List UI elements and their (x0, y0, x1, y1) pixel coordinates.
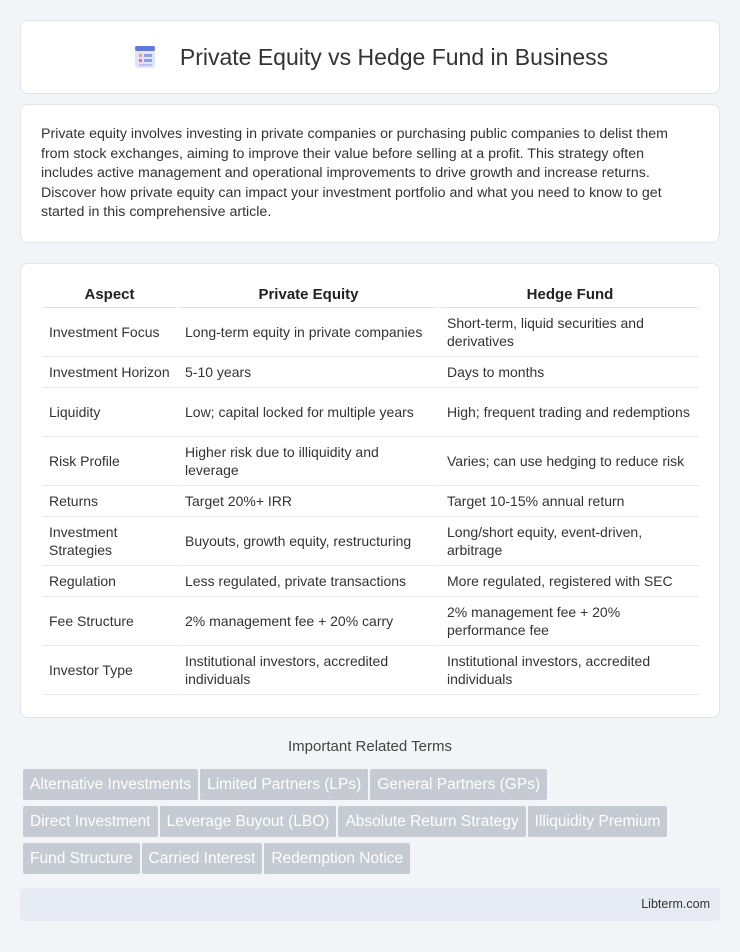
intro-card (20, 104, 720, 243)
cell-aspect: Investor Type (43, 646, 176, 695)
table-row (43, 646, 699, 695)
related-term-tag[interactable]: General Partners (GPs) (370, 769, 547, 800)
cell-hedge-fund: Short-term, liquid securities and derivatives (438, 308, 699, 357)
table-row (43, 388, 699, 437)
cell-hedge-fund: More regulated, registered with SEC (438, 566, 699, 597)
document-icon (132, 44, 158, 70)
table-row (43, 308, 699, 357)
table-row (43, 566, 699, 597)
related-term-tag[interactable]: Fund Structure (23, 843, 140, 874)
cell-aspect: Returns (43, 486, 176, 517)
related-term-tag[interactable]: Absolute Return Strategy (338, 806, 525, 837)
header-aspect: Aspect (43, 282, 176, 308)
table-header-row (43, 282, 699, 308)
header-card (20, 20, 720, 94)
cell-aspect: Liquidity (43, 388, 176, 437)
related-term-tag[interactable]: Leverage Buyout (LBO) (160, 806, 337, 837)
comparison-card (20, 263, 720, 718)
cell-aspect: Risk Profile (43, 437, 176, 486)
cell-aspect: Investment Focus (43, 308, 176, 357)
cell-hedge-fund: High; frequent trading and redemptions (438, 388, 699, 437)
cell-aspect: Regulation (43, 566, 176, 597)
cell-hedge-fund: Days to months (438, 357, 699, 388)
intro-text: Private equity involves investing in private companies or purchasing public companies to delist them from stock exchanges, aiming to improve their value before selling at a profit. This strategy often includes active management and operational improvements to drive growth and increase returns. Discover how private equity can impact your investment portfolio and what you need to know to get started in this comprehensive article. (41, 126, 668, 221)
cell-hedge-fund: Long/short equity, event-driven, arbitrage (438, 517, 699, 566)
cell-aspect: Investment Strategies (43, 517, 176, 566)
cell-aspect: Investment Horizon (43, 357, 176, 388)
table-row (43, 357, 699, 388)
cell-hedge-fund: Institutional investors, accredited individuals (438, 646, 699, 695)
footer-site-link[interactable]: Libterm.com (641, 897, 710, 911)
cell-aspect: Fee Structure (43, 597, 176, 646)
table-row (43, 486, 699, 517)
related-term-tag[interactable]: Direct Investment (23, 806, 158, 837)
related-term-tag[interactable]: Carried Interest (142, 843, 263, 874)
cell-private-equity: Long-term equity in private companies (176, 308, 438, 357)
header-private-equity: Private Equity (176, 282, 438, 308)
cell-private-equity: Higher risk due to illiquidity and leverage (176, 437, 438, 486)
related-terms-title: Important Related Terms (288, 738, 452, 755)
table-row (43, 517, 699, 566)
related-terms-list (23, 769, 723, 880)
cell-private-equity: Buyouts, growth equity, restructuring (176, 517, 438, 566)
page-title: Private Equity vs Hedge Fund in Business (179, 43, 609, 70)
related-term-tag[interactable]: Illiquidity Premium (528, 806, 668, 837)
related-term-tag[interactable]: Limited Partners (LPs) (200, 769, 368, 800)
footer (20, 888, 720, 921)
cell-hedge-fund: Varies; can use hedging to reduce risk (438, 437, 699, 486)
related-term-tag[interactable]: Redemption Notice (264, 843, 410, 874)
cell-hedge-fund: 2% management fee + 20% performance fee (438, 597, 699, 646)
header-hedge-fund: Hedge Fund (438, 282, 699, 308)
cell-private-equity: Less regulated, private transactions (176, 566, 438, 597)
table-row (43, 597, 699, 646)
related-term-tag[interactable]: Alternative Investments (23, 769, 198, 800)
cell-hedge-fund: Target 10-15% annual return (438, 486, 699, 517)
comparison-table (43, 282, 699, 695)
cell-private-equity: 2% management fee + 20% carry (176, 597, 438, 646)
cell-private-equity: 5-10 years (176, 357, 438, 388)
table-row (43, 437, 699, 486)
cell-private-equity: Target 20%+ IRR (176, 486, 438, 517)
cell-private-equity: Low; capital locked for multiple years (176, 388, 438, 437)
cell-private-equity: Institutional investors, accredited individuals (176, 646, 438, 695)
